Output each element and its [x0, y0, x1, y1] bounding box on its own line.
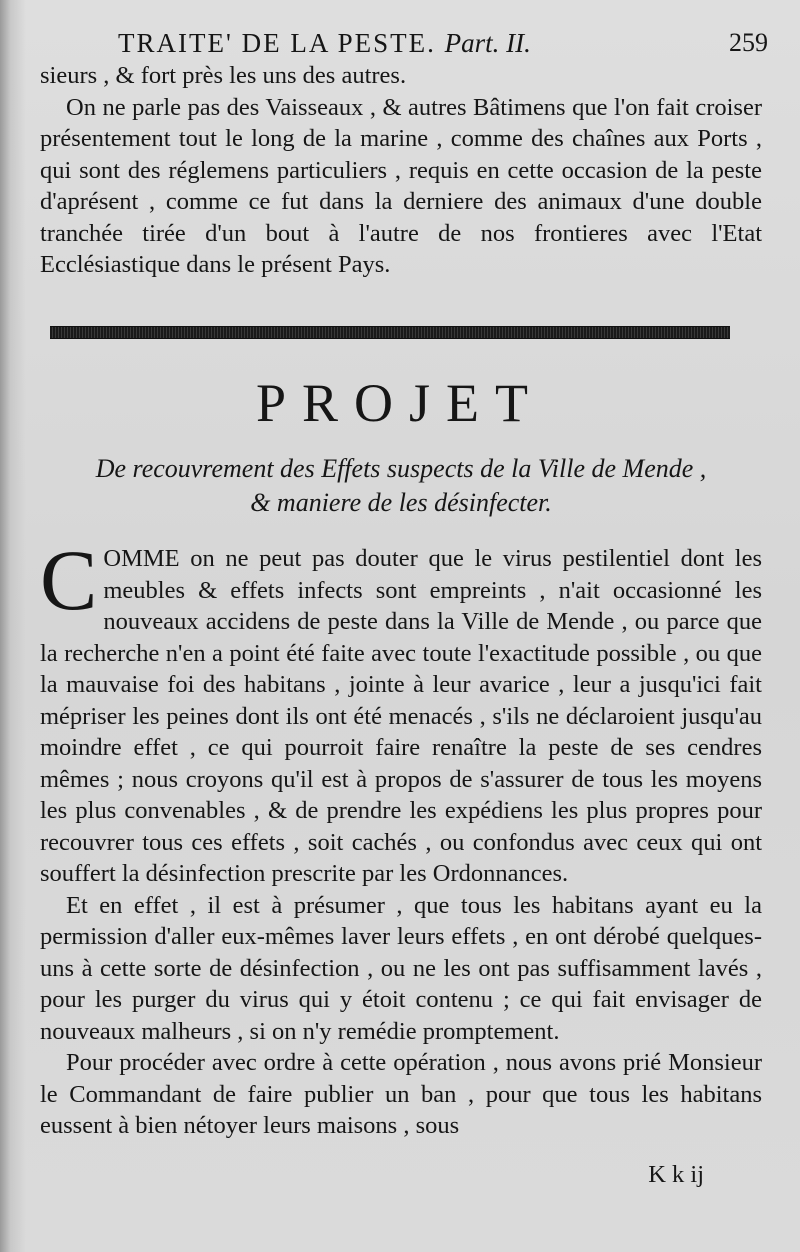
subtitle-line-2: & maniere de les désinfecter.: [250, 488, 552, 517]
opening-text-block: [40, 60, 762, 281]
main-text-block: [40, 532, 762, 1142]
paragraph-pour-proceder: Pour procéder avec ordre à cette opération , nous avons prié Monsieur le Commandant de faire publier un ban , pour que tous les habitans eussent à bien nétoyer leurs maisons , sous: [40, 1049, 762, 1139]
drop-cap: C: [40, 532, 98, 628]
paragraph-en-effet: Et en effet , il est à présumer , que tous les habitans ayant eu la permission d'aller eux-mêmes laver leurs effets , en ont dérobé quelques-uns à cette sorte de désinfection , ou ne les ont pas suffisamment lavés , pour les purger du virus qui y étoit contenu ; ce qui fait envisager de nouveaux malheurs , si on n'y remédie promptement.: [40, 891, 762, 1045]
page-number: 259: [729, 28, 768, 57]
first-word: OMME: [103, 545, 180, 572]
section-subtitle: [40, 452, 762, 520]
signature-line: [40, 1160, 762, 1190]
paragraph-vaisseaux: On ne parle pas des Vaisseaux , & autres Bâtimens que l'on fait croiser présentement tout le long de la marine , comme des chaînes aux Ports , qui sont des réglemens particuliers , requis en cette occasion de la peste d'aprésent , comme ce fut dans la derniere des animaux d'une double tranchée tirée d'un bout à l'autre de nos frontieres avec l'Etat Ecclésiastique dans le présent Pays.: [40, 93, 762, 278]
paragraph-comme: [40, 532, 762, 890]
subtitle-line-1: De recouvrement des Effets suspects de la Ville de Mende ,: [95, 454, 707, 483]
ornamental-rule: [50, 326, 730, 339]
page-header: [118, 28, 768, 62]
binding-shadow: [0, 0, 26, 1252]
running-title-text: TRAITE' DE LA PESTE.: [118, 28, 436, 58]
paragraph-continuation: sieurs , & fort près les uns des autres.: [40, 62, 407, 89]
section-heading: PROJET: [255, 373, 545, 433]
part-label: Part. II.: [444, 28, 531, 58]
running-title: [118, 28, 531, 59]
signature-mark: K k ij: [648, 1161, 704, 1188]
paragraph-comme-text: on ne peut pas douter que le virus pestilentiel dont les meubles & effets infects sont empreints , n'ait occasionné les nouveaux accidens de peste dans la Ville de Mende , ou parce que la recherche n'en a point été faite avec toute l'exactitude possible , ou que la mauvaise foi des habitans , jointe à leur avarice , leur a jusqu'ici fait mépriser les peines dont ils ont été menacés , s'ils ne déclaroient jusqu'au moindre effet , ce qui pourroit faire renaître la peste de ses cendres mêmes ; nous croyons qu'il est à propos de s'assurer de tous les moyens les plus convenables , & de prendre les expédiens les plus propres pour recouvrer tous ces effets , soit cachés , ou confondus avec ceux qui ont souffert la désinfection prescrite par les Ordonnances.: [40, 545, 762, 887]
